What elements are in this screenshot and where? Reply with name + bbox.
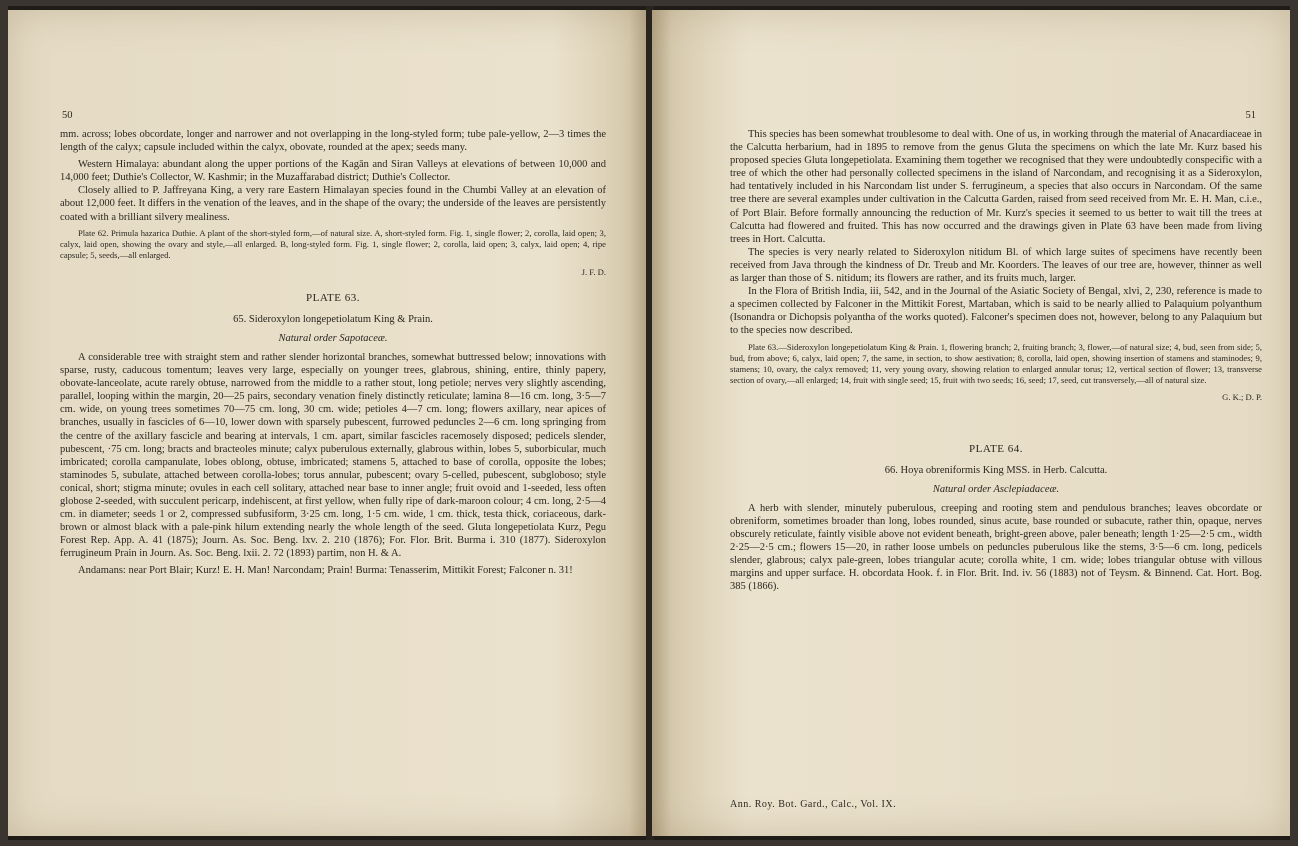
paragraph: This species has been somewhat troublesome to deal with. One of us, in working through the material of Anacardiaceae in the Calcutta herbarium, had in 1895 to remove from the genus Gluta the specimens on which the late Mr. Kurz based his proposed species Gluta longepetiolata. Examining them together we recognised that they were undoubtedly conspecific with a tree of which the other had personally collected specimens in the island of Narcondam, and recognising it as a Sideroxylon, had tentatively included in his Narcondam list under S. ferrugineum, a species that also occurs in Narcondam. Of the same tree there are several examples under cultivation in the Calcutta Garden, raised from seed received from Mr. E. H. Man, c.i.e., of Port Blair. Before formally announcing the reduction of Mr. Kurz's species it seemed to us better to wait till the trees at Calcutta had flowered and fruited. This has now occurred and the drawings given in Plate 63 have been made from living trees in Hort. Calcutta. (730, 129, 1262, 245)
plate-caption: Plate 62. Primula hazarica Duthie. A plant of the short-styled form,—of natural size. A, short-styled form. Fig. 1, single flower; 2, corolla, laid open; 3, calyx, laid open, showing the ovary and style,—all enlarged. B, long-styled form. Fig. 1, single flower; 2, corolla, laid open; 3, calyx, laid open; 4, ripe capsule; 5, seeds,—all enlarged. (60, 227, 606, 260)
plate-title: PLATE 63. (306, 291, 360, 304)
paragraph: Western Himalaya: abundant along the upper portions of the Kagān and Siran Valleys at elevations of between 10,000 and 14,000 feet; Duthie's Collector, W. Kashmir; in the Muzaffarabad district; Duthie's Collector. (60, 159, 606, 184)
natural-order: Natural order Asclepiadaceæ. (932, 483, 1060, 495)
paragraph: The species is very nearly related to Sideroxylon nitidum Bl. of which large suites of specimens have recently been received from Java through the kindness of Dr. Treub and Mr. Koorders. The leaves of our tree are, however, thinner as well as larger than those of S. nitidum; its flowers are rather, and its fruits much, larger. (730, 246, 1262, 285)
book-spread (8, 6, 1290, 840)
paragraph: Closely allied to P. Jaffreyana King, a very rare Eastern Himalayan species found in the Chumbi Valley at an elevation of about 12,000 feet. It differs in the venation of the leaves, and in the shape of the ovary; the underside of the leaves are persistently coated with a brilliant silvery mealiness. (60, 185, 606, 223)
plate-caption: Plate 63.—Sideroxylon longepetiolatum King & Prain. 1, flowering branch; 2, fruiting branch; 3, flower,—of natural size; 4, bud, seen from side; 5, bud, from above; 6, calyx, laid open; 7, the same, in section, to show aestivation; 8, corolla, laid open, showing insertion of stamens and staminodes; 9, stamens; 10, ovary, the calyx removed; 11, very young ovary, showing relation to enlarged annular torus; 12, vertical section of flower; 13, transverse section of ovary,—all enlarged; 14, fruit with single seed; 15, fruit with two seeds; 16, seed; 17, seed, cut transversely,—all of natural size. (730, 341, 1262, 385)
plate-title: PLATE 64. (969, 442, 1023, 455)
species-title: 65. Sideroxylon longepetiolatum King & Prain. (233, 313, 433, 325)
paragraph: A herb with slender, minutely puberulous, creeping and rooting stem and pendulous branches; leaves obcordate or obreniform, sometimes broader than long, lobes rounded, sinus acute, base rounded or subacute, rather thin, opaque, nerves obscurely reticulate, faintly visible above not evident beneath, bright-green above, paler beneath; length 1·25—2·5 cm., width 2·25—2·5 cm.; flowers 15—20, in rather loose umbels on peduncles puberulous like the stems, 3·5—6 cm. long, pedicels slender, glabrous; calyx pale-green, lobes triangular acute; corolla white, 1 cm. wide; lobes triangular obtuse with villous margins and upper surface. H. obcordata Hook. f. in Flor. Brit. Ind. iv. 56 (1883) not of Teysm. & Binnend. Cat. Hort. Bog. 385 (1866). (730, 502, 1262, 593)
author-initials: G. K.; D. P. (1222, 391, 1262, 402)
page-number-right: 51 (1245, 110, 1256, 121)
natural-order: Natural order Sapotaceæ. (278, 332, 388, 344)
paragraph: In the Flora of British India, iii, 542, and in the Journal of the Asiatic Society of Bengal, xlvi, 2, 230, reference is made to a specimen collected by Falconer in the Mittikit Forest, Martaban, which is said to be nearly allied to Palaquium polyanthum (Isonandra or Dichopsis polyantha of the works quoted). Falconer's specimen does not, however, belong to any Palaquium but to the species now described. (730, 286, 1262, 337)
paragraph: mm. across; lobes obcordate, longer and narrower and not overlapping in the long-styled form; tube pale-yellow, 2—3 times the length of the calyx; capsule included within the calyx, obovate, rounded at the apex; seeds many. (60, 129, 606, 154)
paragraph: A considerable tree with straight stem and rather slender horizontal branches, somewhat buttressed below; innovations with sparse, rusty, caducous tomentum; leaves very large, especially on younger trees, glabrous, shining, entire, thinly papery, obovate-lanceolate, acute rarely obtuse, narrowed from the middle to a rather stout, long petiole; nerves very slightly ascending, parallel, looping within the margin, 20—25 pairs, secondary venation finely distinctly reticulate; lamina 8—16 cm. long, 3·5—7 cm. wide, on young trees sometimes 70—75 cm. long, 30 cm. wide; petioles 4—7 cm. long; flowers axillary, near apices of branches, usually in fascicles of 6—10, lower down with sparsely pubescent, furrowed peduncles 2—6 cm. long springing from the centre of the axillary fascicle and bearing at intervals, 1 cm. apart, similar fascicles racemosely disposed; pedicels slender, pubescent, ·75 cm. long; bracts and bracteoles minute; calyx puberulous externally, glabrous within, lobes 5, suborbicular, much imbricated; corolla campanulate, lobes oblong, obtuse, imbricated; stamens 5, attached to base of corolla, opposite the lobes; staminodes 5, subulate, attached between corolla-lobes; torus annular, pubescent; ovary 5-celled, pubescent, subgloboso; style conical, short; stigma minute; ovules in each cell solitary, attached near base to inner angle; fruit ovoid and 1-seeded, less often globose 2-seeded, with succulent pericarp, indehiscent, at first yellow, when fully ripe of dark-maroon colour; 4 cm. long, 2·5—4 cm. in diameter; seeds 1 or 2, compressed subfusiform, 3·25 cm. long, 1·5 cm. wide, 1 cm. thick, testa thick, coriaceous, dark-brown or almost black with a pale-pink hilum extending nearly the whole length of the seed. Gluta longepetiolata Kurz, Pegu Forest Rep. App. A. 41 (1875); Journ. As. Soc. Beng. lxv. 2. 210 (1876); For. Flor. Brit. Burma i. 310 (1877). Sideroxylon ferrugineum Prain in Journ. As. Soc. Beng. lxii. 2. 72 (1893) partim, non H. & A. (60, 351, 606, 560)
author-initials: J. F. D. (581, 266, 606, 277)
left-page (8, 10, 648, 836)
right-page (652, 10, 1290, 836)
page-footer: Ann. Roy. Bot. Gard., Calc., Vol. IX. (730, 799, 897, 810)
paragraph: Andamans: near Port Blair; Kurz! E. H. Man! Narcondam; Prain! Burma: Tenasserim, Mittikit Forest; Falconer n. 31! (78, 565, 573, 577)
left-page-content (60, 128, 606, 578)
species-title: 66. Hoya obreniformis King MSS. in Herb. Calcutta. (884, 464, 1108, 476)
right-page-content (730, 128, 1262, 593)
page-number-left: 50 (62, 110, 73, 121)
